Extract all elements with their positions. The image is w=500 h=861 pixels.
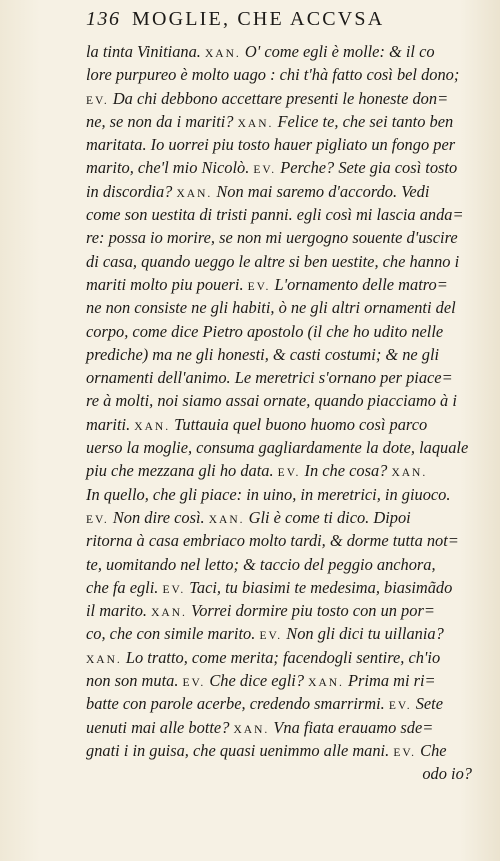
text-line: [86, 110, 484, 133]
speaker-label: XAN.: [151, 607, 187, 620]
speaker-label: EV.: [253, 164, 277, 177]
line-text: Che dice egli?: [205, 671, 309, 691]
speaker-label: EV.: [393, 746, 417, 759]
line-text: il marito.: [86, 601, 152, 621]
text-line: [86, 366, 484, 389]
text-line: [86, 483, 484, 506]
line-text: corpo, come dice Pietro apostolo (il che ho udito nelle: [86, 321, 444, 341]
text-line: [86, 529, 484, 552]
text-line: [86, 273, 484, 296]
line-text: gnati i in guisa, che quasi uenimmo alle mani.: [86, 740, 394, 760]
line-text: Non gli dici tu uillania?: [282, 624, 444, 644]
line-text: mariti.: [86, 414, 135, 434]
text-line: [86, 692, 484, 715]
line-text: uerso la moglie, consuma gagliardamente la dote, laquale: [86, 438, 469, 458]
page-header: [86, 8, 446, 34]
line-text: ne, se non da i mariti?: [86, 111, 238, 131]
line-text: Taci, tu biasimi te medesima, biasimãdo: [185, 577, 453, 597]
page-number: 136: [86, 8, 121, 30]
line-text: Vorrei dormire piu tosto con un por=: [186, 601, 435, 621]
text-line: [86, 389, 484, 412]
line-text: che fa egli.: [86, 577, 163, 597]
line-text: uenuti mai alle botte?: [86, 717, 234, 737]
text-line: [86, 133, 484, 156]
line-text: di casa, quando ueggo le altre si ben uestite, che hanno i: [86, 251, 460, 271]
speaker-label: XAN.: [176, 187, 213, 200]
text-line: [86, 203, 484, 226]
text-line: [86, 156, 484, 179]
catchword: odo io?: [422, 764, 472, 784]
text-line: [86, 180, 484, 203]
line-text: Perche? Sete gia così tosto: [276, 158, 458, 178]
speaker-label: EV.: [388, 700, 412, 713]
text-line: [86, 63, 484, 86]
line-text: batte con parole acerbe, credendo smarrirmi.: [86, 694, 389, 714]
body-text: [86, 40, 484, 786]
line-text: re à molti, noi siamo assai ornate, quando piacciamo à i: [86, 391, 457, 411]
speaker-label: XAN.: [233, 723, 270, 736]
speaker-label: EV.: [247, 280, 271, 293]
text-line: [86, 716, 484, 739]
line-text: co, che con simile marito.: [86, 624, 260, 644]
line-text: O' come egli è molle: & il co: [240, 42, 435, 61]
text-line: [86, 40, 484, 63]
text-line: [86, 506, 484, 529]
line-text: prediche) ma ne gli honesti, & casti costumi; & ne gli: [86, 344, 440, 364]
line-text: Felice te, che sei tanto ben: [273, 111, 454, 131]
line-text: in discordia?: [86, 181, 177, 201]
line-text: lore purpureo è molto uago : chi t'hà fatto così bel dono;: [86, 65, 460, 85]
speaker-label: XAN.: [86, 653, 122, 666]
text-line: [86, 669, 484, 692]
line-text: Non dire così.: [108, 507, 209, 527]
speaker-label: XAN.: [134, 420, 171, 433]
speaker-label: EV.: [259, 630, 283, 643]
text-line: [86, 250, 484, 273]
line-text: maritata. Io uorrei piu tosto hauer pigliato un fongo per: [86, 135, 456, 155]
line-text: L'ornamento delle matro=: [270, 274, 448, 294]
line-text: Gli è come ti dico. Dipoi: [244, 507, 411, 527]
line-text: In quello, che gli piace: in uino, in meretrici, in giuoco.: [86, 484, 451, 504]
speaker-label: EV.: [86, 94, 109, 107]
running-title: MOGLIE, CHE ACCVSA: [132, 8, 385, 30]
text-line: [86, 622, 484, 645]
line-text: ritorna à casa embriaco molto tardi, & dorme tutta not=: [86, 531, 459, 551]
speaker-label: XAN.: [237, 117, 274, 130]
line-text: non son muta.: [86, 671, 183, 691]
text-line: [86, 436, 484, 459]
line-text: la tinta Vinitiana.: [86, 42, 205, 61]
line-text: Prima mi ri=: [343, 671, 436, 691]
text-line: [86, 576, 484, 599]
text-line: [86, 646, 484, 669]
line-text: Vna fiata erauamo sde=: [269, 717, 434, 737]
text-line: [86, 296, 484, 319]
speaker-label: EV.: [162, 583, 186, 596]
line-text: Sete: [411, 694, 444, 714]
line-text: Lo tratto, come merita; facendogli sentire, ch'io: [121, 647, 441, 667]
text-line: [86, 87, 484, 110]
line-text: come son uestita di tristi panni. egli così mi lascia anda=: [86, 205, 464, 225]
text-line: [86, 459, 484, 482]
line-text: marito, che'l mio Nicolò.: [86, 158, 254, 178]
speaker-label: EV.: [86, 513, 109, 526]
line-text: Da chi debbono accettare presenti le honeste don=: [108, 88, 449, 108]
speaker-label: EV.: [277, 467, 301, 480]
line-text: In che cosa?: [300, 461, 392, 481]
text-line: [86, 413, 484, 436]
text-line: [86, 739, 484, 762]
speaker-label: XAN.: [208, 513, 245, 526]
text-line: [86, 599, 484, 622]
speaker-label: XAN.: [308, 677, 344, 690]
speaker-label: XAN.: [204, 48, 241, 60]
line-text: Tuttauia quel buono huomo così parco: [170, 414, 428, 434]
line-text: ornamenti dell'animo. Le meretrici s'ornano per piace=: [86, 368, 453, 388]
text-line: [86, 343, 484, 366]
text-line: [86, 320, 484, 343]
speaker-label: EV.: [182, 677, 206, 690]
line-text: te, uomitando nel letto; & taccio del peggio anchora,: [86, 554, 436, 574]
text-line: [86, 226, 484, 249]
line-text: piu che mezzana gli ho data.: [86, 461, 278, 481]
text-line: [86, 553, 484, 576]
speaker-label: XAN.: [391, 467, 428, 480]
line-text: re: possa io morire, se non mi uergogno souente d'uscire: [86, 228, 458, 248]
line-text: Che: [416, 740, 447, 760]
line-text: ne non consiste ne gli habiti, ò ne gli altri ornamenti del: [86, 298, 456, 318]
line-text: Non mai saremo d'accordo. Vedi: [212, 181, 430, 201]
line-text: mariti molto piu poueri.: [86, 274, 248, 294]
